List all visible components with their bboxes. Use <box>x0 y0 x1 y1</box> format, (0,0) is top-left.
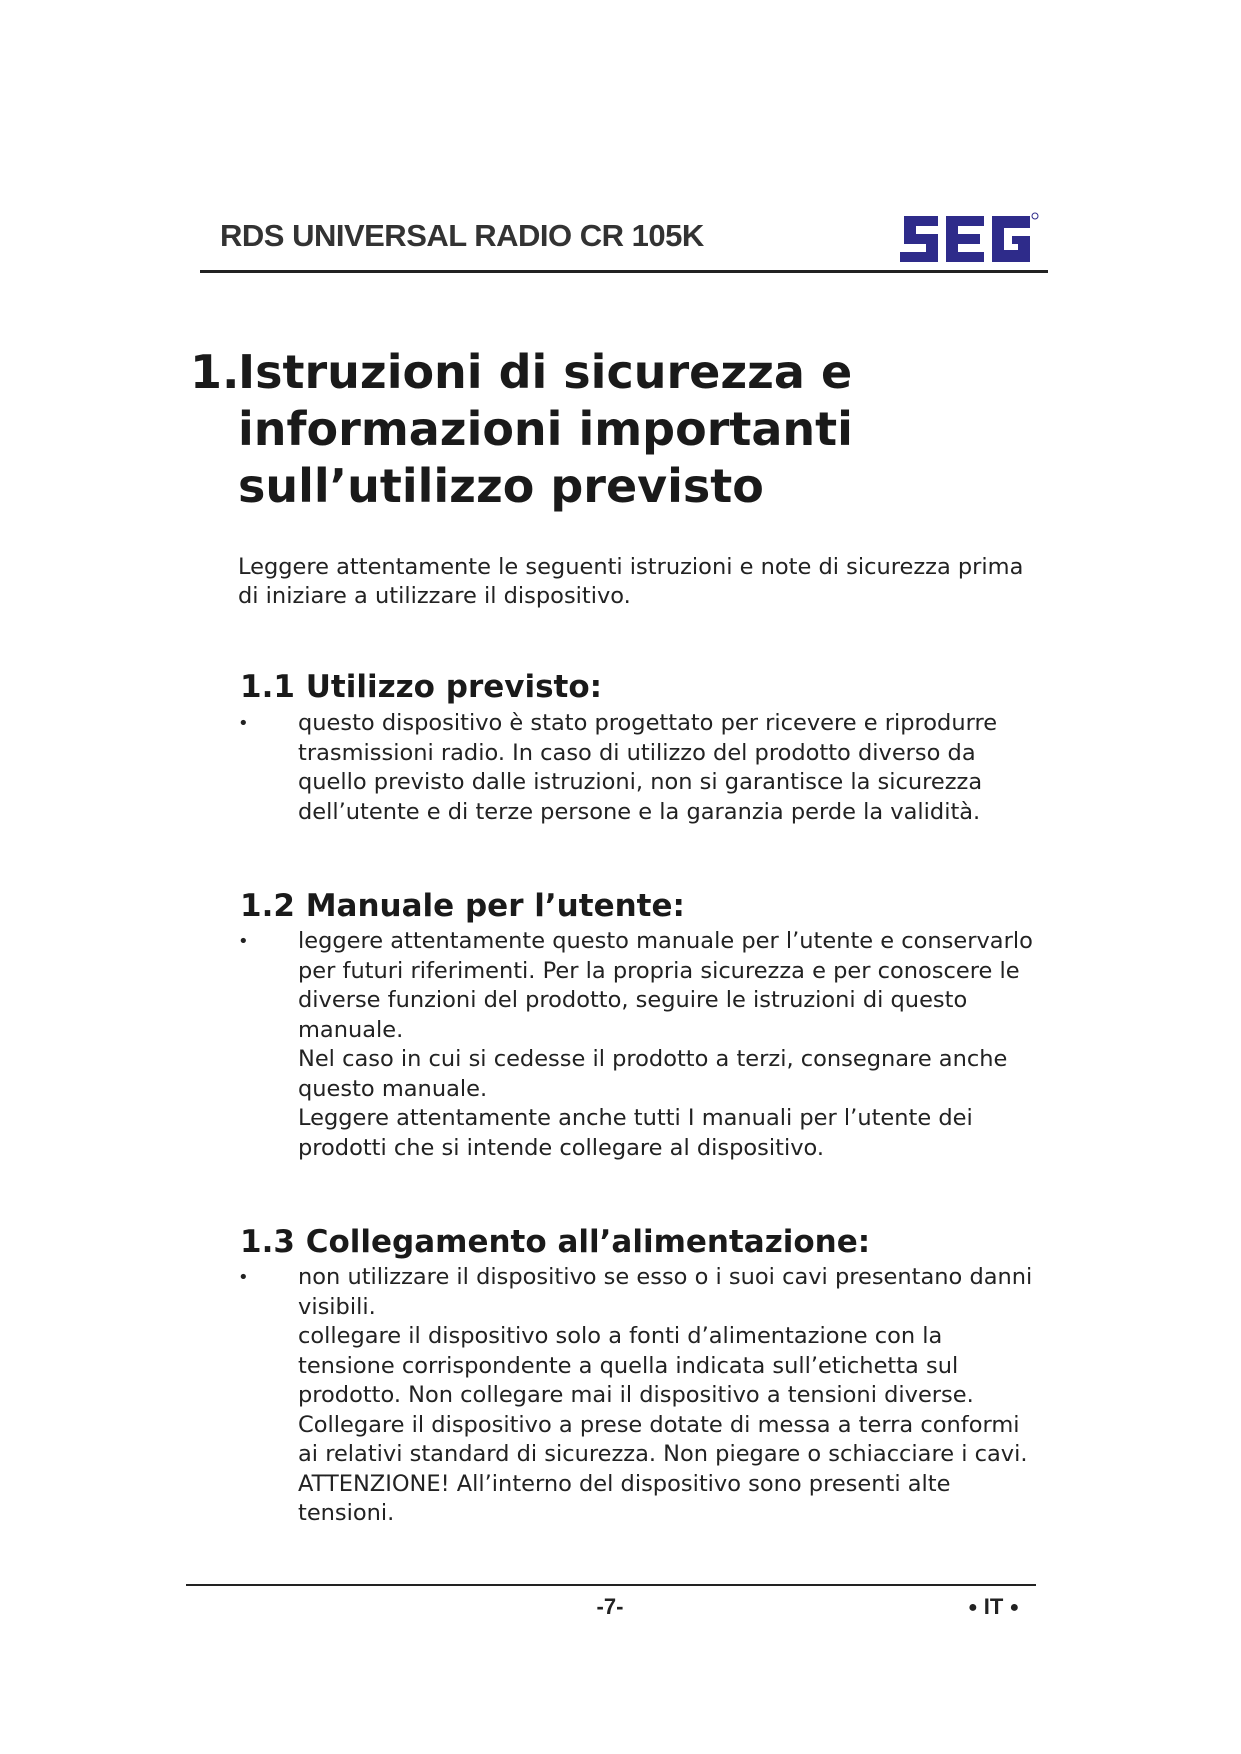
section-1-1-bullet-item <box>238 709 1058 827</box>
document-header-title: RDS UNIVERSAL RADIO CR 105K <box>220 218 704 253</box>
section-1-3-text <box>298 1263 1058 1529</box>
text-line: per futuri riferimenti. Per la propria sicurezza e per conoscere le <box>298 957 1020 984</box>
text-line: ai relativi standard di sicurezza. Non piegare o schiacciare i cavi. <box>298 1441 1028 1467</box>
text-line: prodotti che si intende collegare al dispositivo. <box>298 1134 825 1161</box>
section-heading-1-2: 1.2 Manuale per l’utente: <box>240 888 685 924</box>
text-line: tensioni. <box>298 1500 395 1526</box>
page-number: -7- <box>596 1594 624 1619</box>
text-line: Collegare il dispositivo a prese dotate di messa a terra conformi <box>298 1411 1020 1438</box>
text-line: questo manuale. <box>298 1075 488 1102</box>
chapter-title-line-1: Istruzioni di sicurezza e <box>238 345 853 399</box>
language-indicator <box>968 1594 1019 1620</box>
section-1-2-text <box>298 927 1058 1163</box>
footer-divider <box>186 1584 1036 1586</box>
intro-line-2: di iniziare a utilizzare il dispositivo. <box>238 583 631 609</box>
chapter-title-line-3: sull’utilizzo previsto <box>238 459 764 513</box>
bullet-icon: • <box>238 713 249 734</box>
text-line: Leggere attentamente anche tutti I manuali per l’utente dei <box>298 1105 973 1131</box>
language-code: IT <box>983 1594 1004 1619</box>
text-line: quello previsto dalle istruzioni, non si garantisce la sicurezza <box>298 769 983 795</box>
text-line: tensione corrispondente a quella indicata sull’etichetta sul <box>298 1352 959 1379</box>
section-1-2-bullet-item <box>238 927 1058 1163</box>
bullet-icon: • <box>238 1267 249 1288</box>
bullet-icon: • <box>238 931 249 952</box>
text-line: non utilizzare il dispositivo se esso o i suoi cavi presentano danni <box>298 1264 1033 1290</box>
text-line: diverse funzioni del prodotto, seguire le istruzioni di questo <box>298 987 968 1013</box>
section-heading-1-3: 1.3 Collegamento all’alimentazione: <box>240 1224 871 1260</box>
text-line: visibili. <box>298 1293 376 1320</box>
section-1-1-text <box>298 709 1058 827</box>
chapter-title-line-2: informazioni importanti <box>238 402 853 456</box>
text-line: Nel caso in cui si cedesse il prodotto a terzi, consegnare anche <box>298 1046 1008 1072</box>
text-line: ATTENZIONE! All’interno del dispositivo sono presenti alte <box>298 1470 951 1497</box>
dot-icon: ● <box>968 1599 978 1617</box>
seg-logo <box>898 208 1040 270</box>
section-1-3-bullet-item <box>238 1263 1058 1529</box>
text-line: collegare il dispositivo solo a fonti d’alimentazione con la <box>298 1323 943 1349</box>
text-line: prodotto. Non collegare mai il dispositivo a tensioni diverse. <box>298 1382 974 1408</box>
text-line: trasmissioni radio. In caso di utilizzo del prodotto diverso da <box>298 739 976 766</box>
text-line: questo dispositivo è stato progettato per ricevere e riprodurre <box>298 710 998 736</box>
text-line: leggere attentamente questo manuale per l’utente e conservarlo <box>298 928 1033 954</box>
intro-line-1: Leggere attentamente le seguenti istruzioni e note di sicurezza prima <box>238 554 1024 580</box>
dot-icon: ● <box>1009 1599 1020 1617</box>
chapter-title <box>190 344 853 515</box>
text-line: manuale. <box>298 1016 404 1043</box>
section-heading-1-1: 1.1 Utilizzo previsto: <box>240 669 603 705</box>
intro-paragraph <box>238 553 1058 611</box>
chapter-number: 1. <box>190 345 240 399</box>
text-line: dell’utente e di terze persone e la garanzia perde la validità. <box>298 798 981 825</box>
header-divider <box>200 270 1048 273</box>
